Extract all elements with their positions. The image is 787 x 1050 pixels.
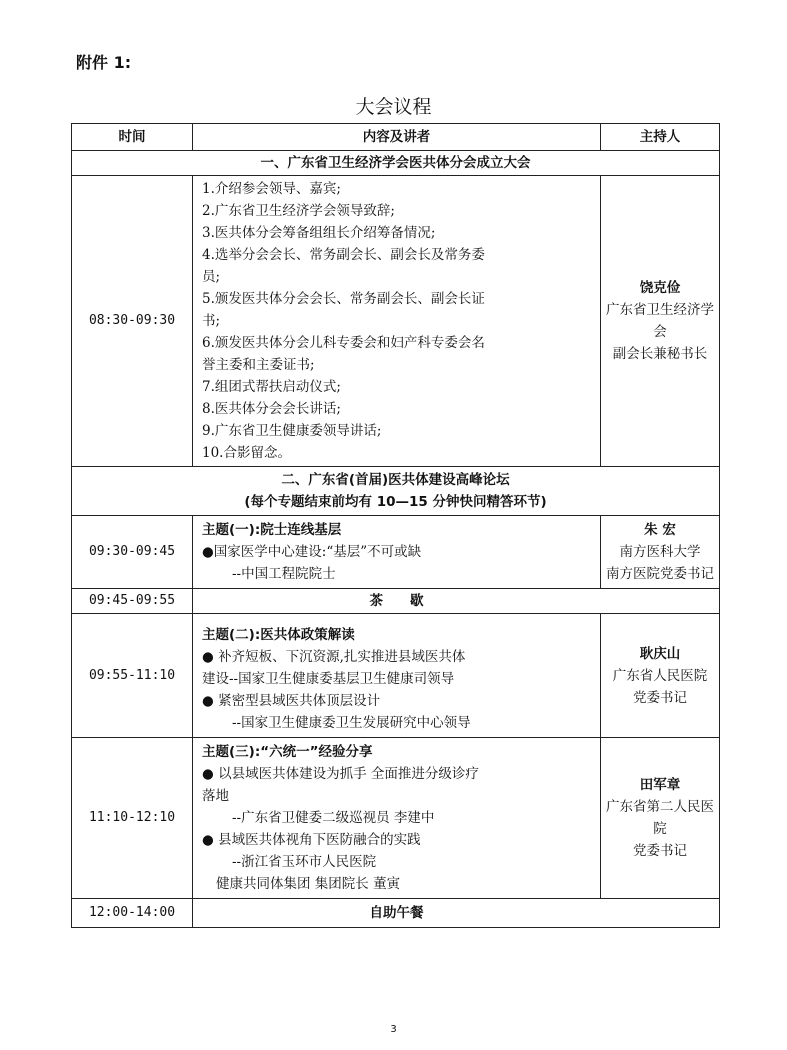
- section-row: [72, 151, 720, 176]
- table-row: [72, 614, 720, 738]
- time-cell: 09:30-09:45: [72, 516, 193, 589]
- talk-title: ● 县域医共体视角下医防融合的实践: [202, 832, 421, 848]
- talk-title: 落地: [202, 788, 229, 804]
- agenda-table: [71, 123, 720, 928]
- host-title: 党委书记: [633, 843, 687, 859]
- host-name: 田军章: [639, 777, 681, 793]
- content-cell: [193, 738, 601, 899]
- content-cell: [193, 614, 601, 738]
- time-cell: 11:10-12:10: [72, 738, 193, 899]
- table-row: [72, 176, 720, 467]
- header-content: 内容及讲者: [193, 124, 601, 151]
- list-item: 3.医共体分会筹备组组长介绍筹备情况;: [202, 225, 436, 241]
- host-cell: [601, 738, 720, 899]
- page-title: 大会议程: [355, 96, 432, 118]
- time-cell: 12:00-14:00: [72, 899, 193, 928]
- section-2-title: 二、广东省(首届)医共体建设高峰论坛: [281, 472, 510, 488]
- list-item: 7.组团式帮扶启动仪式;: [202, 379, 341, 395]
- attachment-label: 附件 1:: [76, 53, 132, 72]
- host-name: 耿庆山: [639, 645, 681, 662]
- content-cell: [193, 176, 601, 467]
- talk-title: ● 以县域医共体建设为抓手 全面推进分级诊疗: [202, 766, 479, 782]
- speaker: --中国工程院院士: [232, 566, 336, 582]
- list-item: 誉主委和主委证书;: [202, 357, 315, 373]
- time-cell: 09:55-11:10: [72, 614, 193, 738]
- table-row: [72, 589, 720, 614]
- host-title: 广东省人民医院: [612, 667, 708, 684]
- lunch-cell: [193, 899, 720, 928]
- topic-title: 主题(一):院士连线基层: [202, 522, 342, 538]
- list-item: 2.广东省卫生经济学会领导致辞;: [202, 203, 395, 219]
- list-item: 5.颁发医共体分会会长、常务副会长、副会长证: [202, 291, 485, 307]
- list-item: 4.选举分会会长、常务副会长、副会长及常务委: [202, 247, 485, 263]
- host-name: 朱 宏: [644, 522, 676, 538]
- list-item: 书;: [202, 313, 221, 329]
- host-title: 党委书记: [633, 689, 687, 706]
- topic-title: 主题(三):“六统一”经验分享: [202, 744, 373, 760]
- section-2-cell: [72, 467, 720, 516]
- list-item: 员;: [202, 269, 221, 285]
- section-1-title: 一、广东省卫生经济学会医共体分会成立大会: [72, 151, 720, 176]
- talk-title: ● 紧密型县域医共体顶层设计: [202, 693, 381, 709]
- table-row: [72, 516, 720, 589]
- table-row: [72, 738, 720, 899]
- table-row: [72, 899, 720, 928]
- host-title: 广东省卫生经济学会: [606, 302, 714, 340]
- time-cell: 09:45-09:55: [72, 589, 193, 614]
- list-item: 9.广东省卫生健康委领导讲话;: [202, 423, 382, 439]
- speaker: --浙江省玉环市人民医院: [232, 854, 377, 870]
- speaker: 健康共同体集团 集团院长 董寅: [216, 876, 401, 892]
- host-cell: [601, 614, 720, 738]
- speaker: --广东省卫健委二级巡视员 李建中: [232, 810, 435, 826]
- list-item: 1.介绍参会领导、嘉宾;: [202, 181, 341, 197]
- talk-title: ● 补齐短板、下沉资源,扎实推进县域医共体: [202, 649, 466, 665]
- host-cell: [601, 516, 720, 589]
- host-name: 饶克俭: [639, 280, 681, 296]
- section-row: [72, 467, 720, 516]
- list-item: 6.颁发医共体分会儿科专委会和妇产科专委会名: [202, 335, 485, 351]
- time-cell: 08:30-09:30: [72, 176, 193, 467]
- tea-break-label: 茶 歇: [369, 593, 424, 609]
- host-title: 副会长兼秘书长: [612, 346, 708, 362]
- list-item: 10.合影留念。: [202, 445, 291, 461]
- host-title: 南方医科大学: [619, 544, 701, 560]
- page-number: 3: [390, 1024, 397, 1035]
- content-cell: [193, 516, 601, 589]
- table-header-row: [72, 124, 720, 151]
- host-title: 南方医院党委书记: [606, 566, 714, 582]
- tea-break-cell: [193, 589, 720, 614]
- talk-title: 建设--国家卫生健康委基层卫生健康司领导: [202, 671, 455, 687]
- lunch-label: 自助午餐: [369, 905, 424, 921]
- talk-title: ●国家医学中心建设:“基层”不可或缺: [202, 544, 422, 560]
- section-2-subtitle: (每个专题结束前均有 10—15 分钟快问精答环节): [244, 494, 547, 510]
- header-time: 时间: [72, 124, 193, 151]
- list-item: 8.医共体分会会长讲话;: [202, 401, 341, 417]
- host-cell: [601, 176, 720, 467]
- topic-title: 主题(二):医共体政策解读: [202, 627, 355, 643]
- speaker: --国家卫生健康委卫生发展研究中心领导: [232, 715, 471, 731]
- host-title: 广东省第二人民医院: [606, 799, 714, 837]
- header-host: 主持人: [601, 124, 720, 151]
